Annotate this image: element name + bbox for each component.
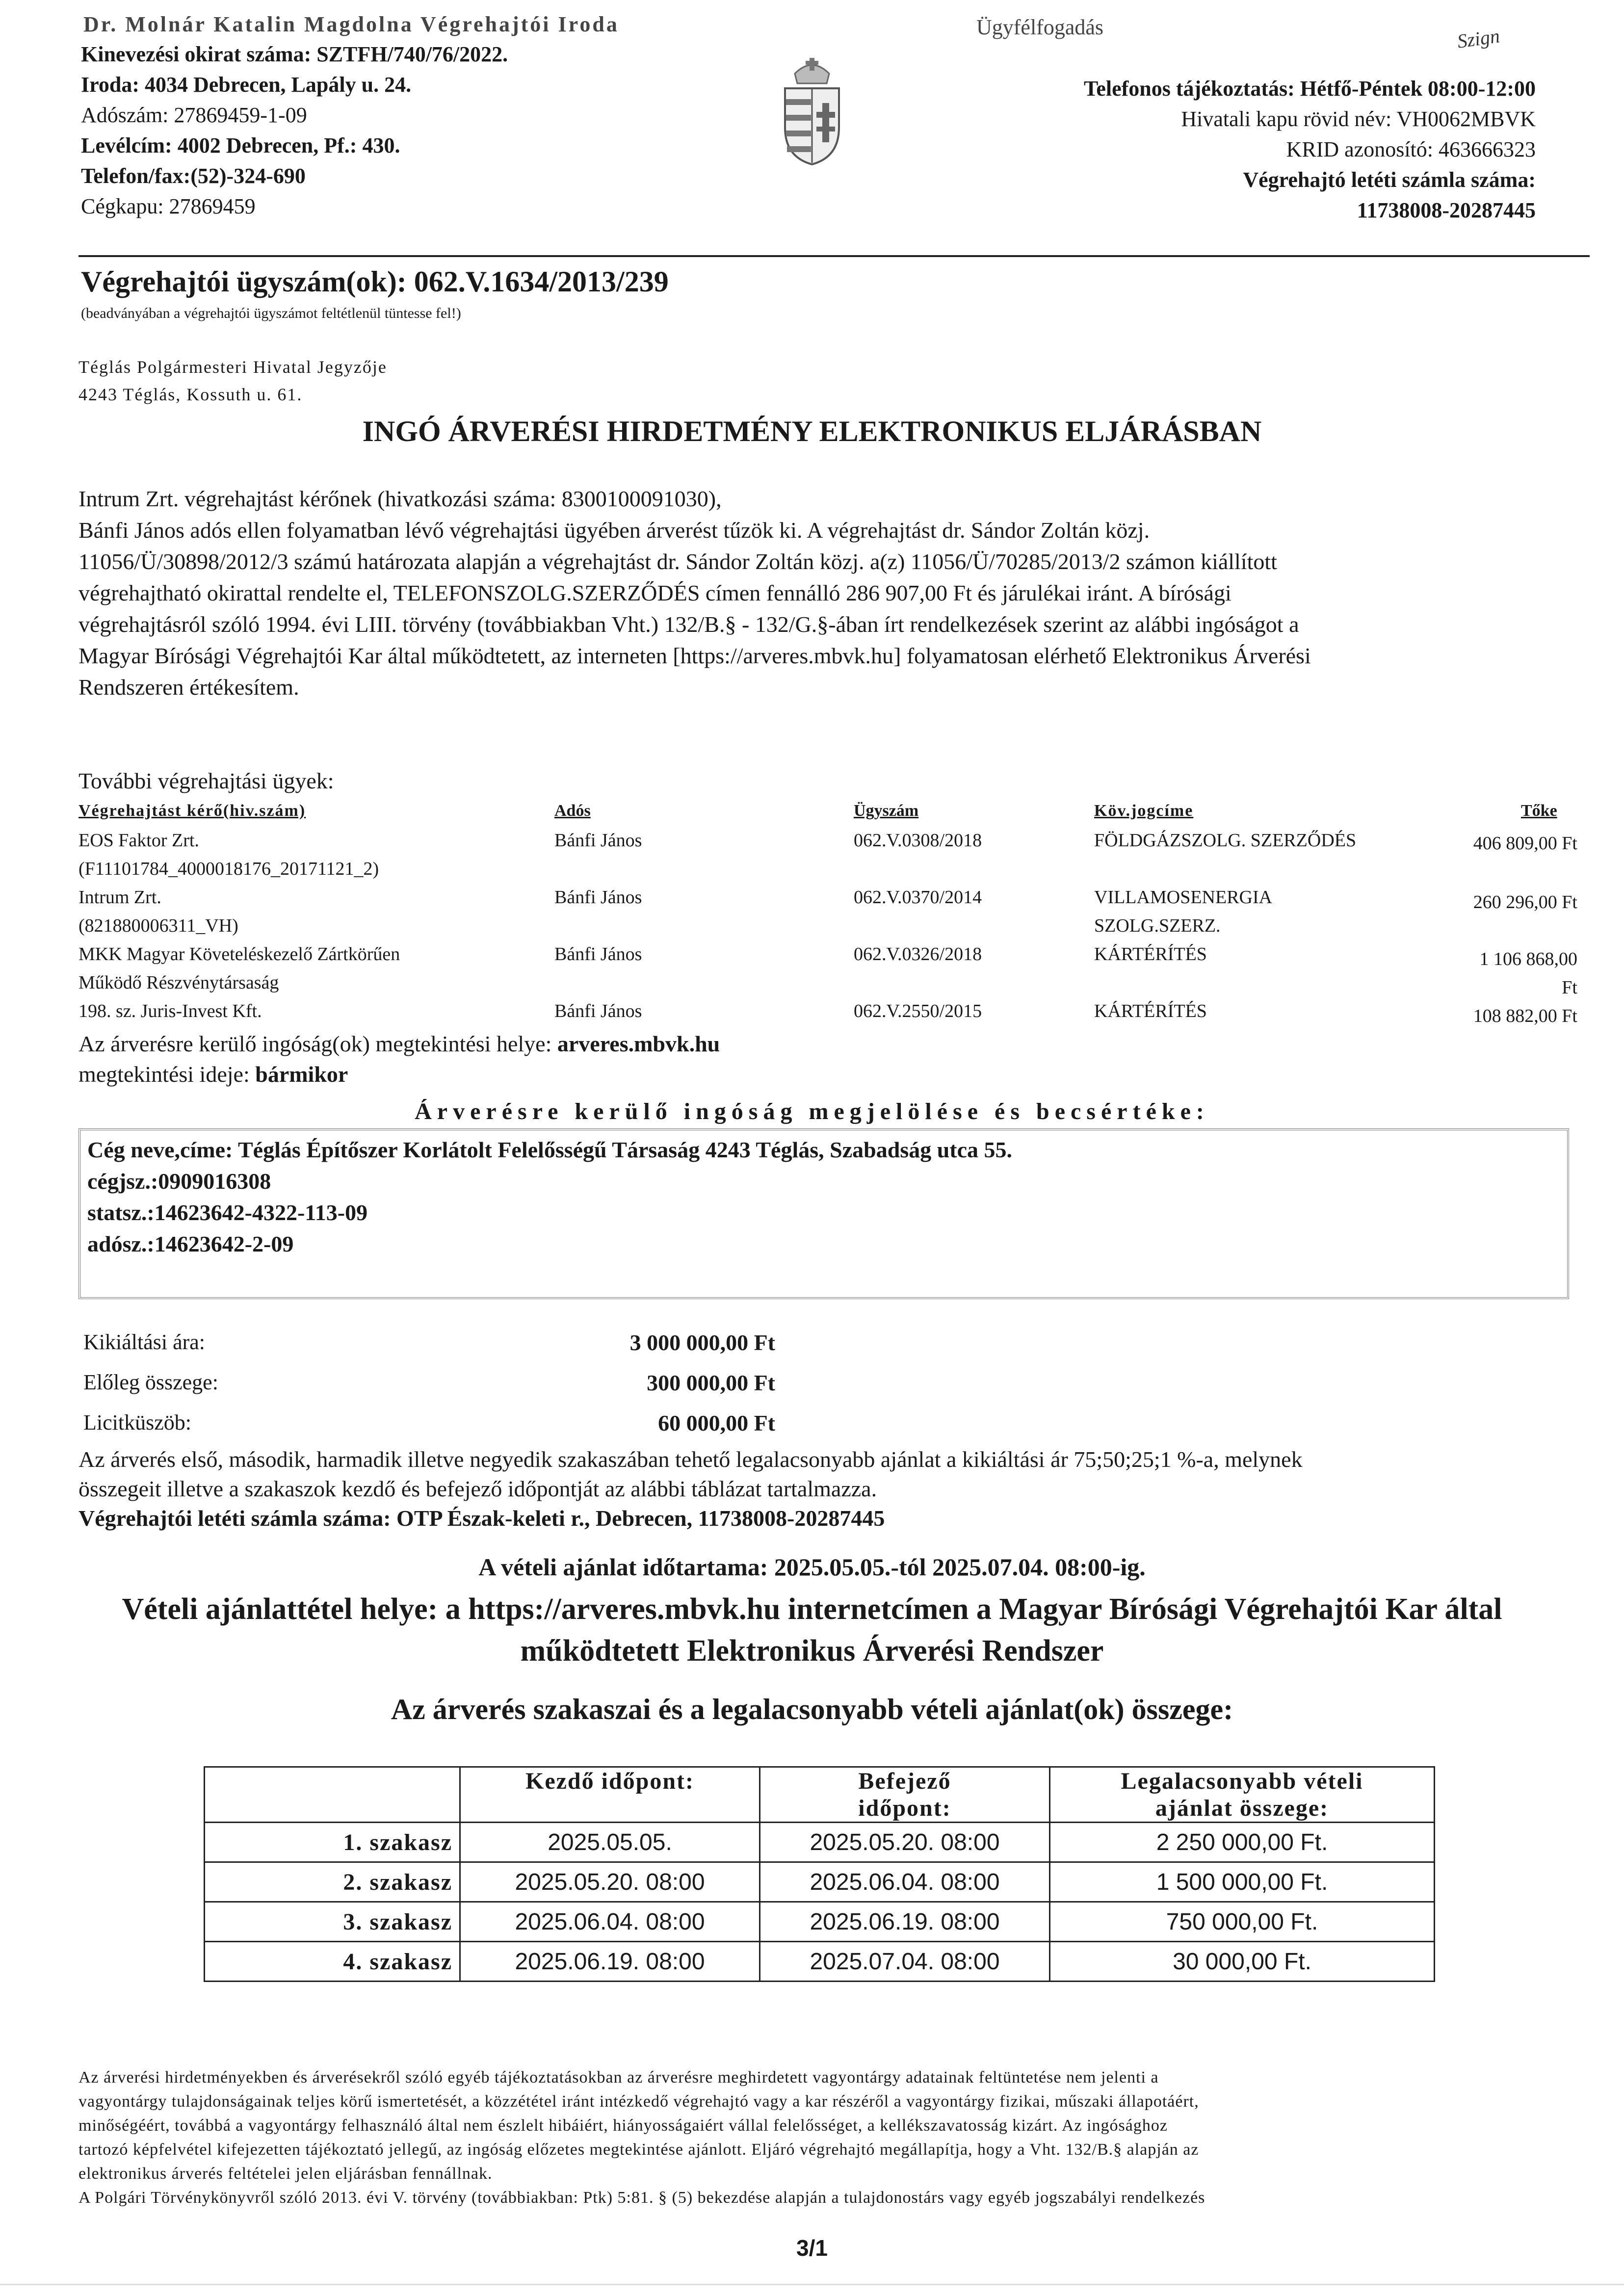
body-line: Intrum Zrt. végrehajtást kérőnek (hivatkozási száma: 8300100091030), <box>79 486 722 511</box>
case-row-title: KÁRTÉRÍTÉS <box>1094 1001 1207 1021</box>
inspection-time-label: megtekintési ideje: <box>79 1062 250 1087</box>
item-heading: Árverésre kerülő ingóság megjelölése és becsértéke: <box>415 1098 1209 1124</box>
case-row-number: 062.V.0308/2018 <box>854 830 982 851</box>
body-line: végrehajtásról szóló 1994. évi LIII. törvény (továbbiakban Vht.) 132/B.§ - 132/G.§-ában írt rendelkezések szerint az alábbi ingóságot a <box>79 612 1299 637</box>
stage-end: 2025.05.20. 08:00 <box>760 1823 1050 1862</box>
case-row-number: 062.V.0370/2014 <box>854 887 982 908</box>
case-row-amount: 108 882,00 Ft <box>1473 1006 1577 1026</box>
bid-step: 60 000,00 Ft <box>658 1410 775 1435</box>
price-label: Kikiáltási ára: <box>83 1330 206 1354</box>
inspection-time <box>79 1060 348 1089</box>
office-info-line: Hivatali kapu rövid név: VH0062MBVK <box>1181 107 1536 131</box>
case-row-title: VILLAMOSENERGIA <box>1094 887 1273 908</box>
recipient-line: Téglás Polgármesteri Hivatal Jegyzője <box>79 357 387 377</box>
case-row-debtor: Bánfi János <box>554 944 642 965</box>
header-end-line: Befejező <box>858 1768 951 1794</box>
stages-line: Végrehajtói letéti számla száma: OTP Észak-keleti r., Debrecen, 11738008-20287445 <box>79 1506 885 1531</box>
case-row-ref: (F11101784_4000018176_20171121_2) <box>79 859 379 879</box>
item-company: Cég neve,címe: Téglás Építőszer Korlátolt Felelősségű Társaság 4243 Téglás, Szabadság utca 55. <box>87 1137 1013 1162</box>
other-cases-label: További végrehajtási ügyek: <box>79 768 334 793</box>
col-header-debtor: Adós <box>554 802 591 820</box>
case-row-number: 062.V.0326/2018 <box>854 944 982 965</box>
case-row-debtor: Bánfi János <box>554 830 642 851</box>
item-reg-number: cégjsz.:0909016308 <box>87 1169 271 1194</box>
body-line: Magyar Bírósági Végrehajtói Kar által működtetett, az interneten [https://arveres.mbvk.hu] folyamatosan elérhető Elektronikus Árverési <box>79 643 1311 668</box>
case-row-creditor: 198. sz. Juris-Invest Kft. <box>79 1001 262 1021</box>
issuer-line: Kinevezési okirat száma: SZTFH/740/76/2022. <box>81 42 508 66</box>
case-row-creditor: EOS Faktor Zrt. <box>79 830 199 851</box>
deposit-amount: 300 000,00 Ft <box>647 1370 775 1395</box>
footer-line: vagyontárgy tulajdonságainak teljes körű ismertetését, a közzététel iránt intézkedő végrehajtó vagy a kar részéről a vagyontárgy fizikai, műszaki állapotáért, <box>79 2092 1199 2111</box>
issuer-name-cut: Dr. Molnár Katalin Magdolna Végrehajtói Iroda <box>83 12 619 36</box>
stage-min: 1 500 000,00 Ft. <box>1050 1862 1435 1902</box>
case-note: (beadványában a végrehajtói ügyszámot feltétlenül tüntesse fel!) <box>81 305 461 321</box>
case-row-title: FÖLDGÁZSZOLG. SZERZŐDÉS <box>1094 830 1357 851</box>
stages-table-header <box>205 1767 1435 1823</box>
case-row-ref: (821880006311_VH) <box>79 915 238 936</box>
office-hours-cut: Ügyfélfogadás <box>976 15 1104 39</box>
footer-line: elektronikus árverés feltételei jelen eljárásban fennállnak. <box>79 2165 493 2183</box>
stage-label: 4. szakasz <box>205 1942 460 1982</box>
recipient <box>79 353 387 408</box>
item-stat-number: statsz.:14623642-4322-113-09 <box>87 1200 368 1225</box>
offer-place-line: működtetett Elektronikus Árverési Rendszer <box>520 1634 1104 1668</box>
col-header-case: Ügyszám <box>854 802 919 820</box>
footer-line: minőségéért, továbbá a vagyontárgy felhasználó által nem észlelt hibáiért, hiányosságaiért vállal felelősséget, a kellékszavatosság kizárt. Az ingósághoz <box>79 2116 1168 2135</box>
footer-disclaimer <box>79 2065 1580 2210</box>
case-row-debtor: Bánfi János <box>554 1001 642 1021</box>
inspection-place-label: Az árverésre kerülő ingóság(ok) megtekintési helye: <box>79 1031 552 1056</box>
office-info-line: Telefonos tájékoztatás: Hétfő-Péntek 08:00-12:00 <box>1084 77 1536 101</box>
stages-text <box>79 1445 1590 1533</box>
stage-row <box>205 1902 1435 1942</box>
office-info-line: 11738008-20287445 <box>1357 198 1536 222</box>
case-row-amount-cont: Ft <box>1562 977 1577 998</box>
page-number: 3/1 <box>796 2235 828 2261</box>
stage-row <box>205 1942 1435 1982</box>
item-tax-number: adósz.:14623642-2-09 <box>87 1231 294 1256</box>
stage-end: 2025.06.19. 08:00 <box>760 1902 1050 1942</box>
stage-start: 2025.06.04. 08:00 <box>460 1902 760 1942</box>
body-line: Bánfi János adós ellen folyamatban lévő végrehajtási ügyében árverést tűzök ki. A végrehajtást dr. Sándor Zoltán közj. <box>79 518 1150 543</box>
case-row-creditor: Intrum Zrt. <box>79 887 161 908</box>
office-info-block <box>873 74 1536 226</box>
office-info-line: KRID azonosító: 463666323 <box>1286 137 1536 161</box>
col-header-title: Köv.jogcíme <box>1094 802 1194 820</box>
price-label: Előleg összege: <box>83 1370 218 1394</box>
case-number: Végrehajtói ügyszám(ok): 062.V.1634/2013/239 <box>81 265 669 298</box>
inspection-place <box>79 1029 720 1059</box>
stage-row <box>205 1823 1435 1862</box>
footer-line: tartozó képfelvétel kifejezetten tájékoztató jellegű, az ingóság előzetes megtekintése ajánlott. Eljáró végrehajtó megállapítja, hogy a Vht. 132/B.§ alapján az <box>79 2140 1199 2159</box>
price-label: Licitküszöb: <box>83 1410 191 1435</box>
issuer-line: Cégkapu: 27869459 <box>81 194 256 218</box>
table-title: Az árverés szakaszai és a legalacsonyabb vételi ajánlat(ok) összege: <box>391 1693 1233 1725</box>
case-row-ref: Működő Részvénytársaság <box>79 972 279 993</box>
case-row-title-cont: SZOLG.SZERZ. <box>1094 915 1221 936</box>
offer-place-line: Vételi ajánlattétel helye: a https://arveres.mbvk.hu internetcímen a Magyar Bírósági Végrehajtói Kar által <box>122 1592 1502 1626</box>
inspection-time-value: bármikor <box>255 1062 348 1087</box>
stage-label: 1. szakasz <box>205 1823 460 1862</box>
body-text <box>79 483 1590 703</box>
col-header-creditor: Végrehajtást kérő(hiv.szám) <box>79 802 306 820</box>
blank-header-cell <box>205 1767 460 1823</box>
issuer-block <box>81 39 694 222</box>
recipient-line: 4243 Téglás, Kossuth u. 61. <box>79 385 303 404</box>
starting-price: 3 000 000,00 Ft <box>629 1330 775 1355</box>
issuer-line: Iroda: 4034 Debrecen, Lapály u. 24. <box>81 73 412 97</box>
scan-edge <box>0 2284 1624 2285</box>
issuer-line: Levélcím: 4002 Debrecen, Pf.: 430. <box>81 133 400 157</box>
stage-end: 2025.06.04. 08:00 <box>760 1862 1050 1902</box>
body-line: 11056/Ü/30898/2012/3 számú határozata alapján a végrehajtást dr. Sándor Zoltán közj. a(z) 11056/Ü/70285/2013/2 számon kiállított <box>79 549 1277 574</box>
stage-start: 2025.05.20. 08:00 <box>460 1862 760 1902</box>
stage-min: 2 250 000,00 Ft. <box>1050 1823 1435 1862</box>
document-title: INGÓ ÁRVERÉSI HIRDETMÉNY ELEKTRONIKUS ELJÁRÁSBAN <box>362 415 1262 447</box>
offer-period: A vételi ajánlat időtartama: 2025.05.05.-tól 2025.07.04. 08:00-ig. <box>478 1553 1146 1581</box>
footer-line: Az árverési hirdetményekben és árverésekről szóló egyéb tájékoztatásokban az árverésre meghirdetett vagyontárgy adatainak feltüntetése nem jelenti a <box>79 2068 1159 2087</box>
office-info-line: Végrehajtó letéti számla száma: <box>1243 168 1536 192</box>
stage-end: 2025.07.04. 08:00 <box>760 1942 1050 1982</box>
hungarian-coat-of-arms-icon <box>775 54 849 167</box>
inspection-place-value: arveres.mbvk.hu <box>557 1031 720 1056</box>
case-row-creditor: MKK Magyar Követeléskezelő Zártkörűen <box>79 944 400 965</box>
header-min <box>1050 1767 1435 1823</box>
stage-start: 2025.05.05. <box>460 1823 760 1862</box>
stage-min: 750 000,00 Ft. <box>1050 1902 1435 1942</box>
stages-table <box>204 1766 1435 1982</box>
stages-line: Az árverés első, második, harmadik illetve negyedik szakaszában tehető legalacsonyabb ajánlat a kikiáltási ár 75;50;25;1 %-a, melynek <box>79 1447 1303 1472</box>
signature: Szign <box>1456 25 1501 52</box>
case-row-amount: 260 296,00 Ft <box>1473 892 1577 913</box>
issuer-line: Telefon/fax:(52)-324-690 <box>81 164 306 188</box>
header-min-line: Legalacsonyabb vételi <box>1121 1768 1363 1794</box>
stage-label: 3. szakasz <box>205 1902 460 1942</box>
case-row-debtor: Bánfi János <box>554 887 642 908</box>
case-row-title: KÁRTÉRÍTÉS <box>1094 944 1207 965</box>
item-box <box>79 1128 1569 1299</box>
case-row-amount: 1 106 868,00 <box>1479 949 1577 969</box>
header-divider <box>79 255 1590 257</box>
stage-row <box>205 1862 1435 1902</box>
stage-min: 30 000,00 Ft. <box>1050 1942 1435 1982</box>
footer-line: A Polgári Törvénykönyvről szóló 2013. évi V. törvény (továbbiakban: Ptk) 5:81. § (5) bekezdése alapján a tulajdonostárs vagy egyéb jogszabályi rendelkezés <box>79 2189 1205 2207</box>
issuer-line: Adószám: 27869459-1-09 <box>81 103 307 127</box>
body-line: végrehajtható okirattal rendelte el, TELEFONSZOLG.SZERZŐDÉS címen fennálló 286 907,00 Ft és járulékai iránt. A bírósági <box>79 580 1231 605</box>
col-header-amount: Tőke <box>1521 802 1557 820</box>
case-row-number: 062.V.2550/2015 <box>854 1001 982 1021</box>
stages-line: összegeit illetve a szakaszok kezdő és befejező időpontját az alábbi táblázat tartalmazza. <box>79 1476 877 1501</box>
case-row-amount: 406 809,00 Ft <box>1473 833 1577 854</box>
stage-start: 2025.06.19. 08:00 <box>460 1942 760 1982</box>
header-min-line: ajánlat összege: <box>1155 1795 1329 1821</box>
header-end <box>760 1767 1050 1823</box>
stage-label: 2. szakasz <box>205 1862 460 1902</box>
header-start: Kezdő időpont: <box>460 1767 760 1823</box>
body-line: Rendszeren értékesítem. <box>79 675 299 700</box>
header-end-line: időpont: <box>858 1795 951 1821</box>
